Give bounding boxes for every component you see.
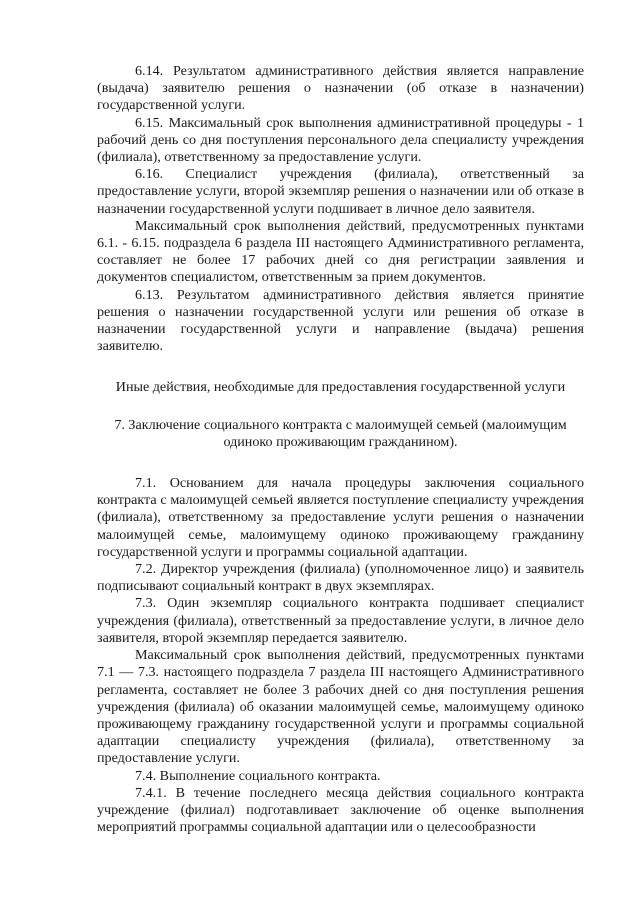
section-heading-7 xyxy=(97,417,584,451)
section-heading-7-line1: 7. Заключение социального контракта с малоимущей семьей (малоимущим xyxy=(114,416,567,433)
section-heading-other-actions: Иные действия, необходимые для предоставления государственной услуги xyxy=(115,379,566,396)
paragraph-7-3: 7.3. Один экземпляр социального контракта подшивает специалист учреждения (филиала), ответственный за предоставление услуги, в личное дело заявителя, второй экземпляр передается заявителю. xyxy=(97,595,584,646)
paragraph-7-1: 7.1. Основанием для начала процедуры заключения социального контракта с малоимущей семьей является поступление специалисту учреждения (филиала), ответственному за предоставление услуги решения о назначении малоимущей семье, малоимущему одиноко проживающему гражданину государственной услуги и программы социальной адаптации. xyxy=(97,475,584,560)
paragraph-max-term-7: Максимальный срок выполнения действий, предусмотренных пунктами 7.1 — 7.3. настоящего подраздела 7 раздела III настоящего Административного регламента, составляет не более 3 рабочих дней со дня поступления решения учреждения (филиала) об оказании малоимущей семье, малоимущему одиноко проживающему гражданину государственной услуги и программы социальной адаптации специалисту учреждения (филиала), ответственному за предоставление услуги. xyxy=(97,647,584,767)
paragraph-max-term-6: Максимальный срок выполнения действий, предусмотренных пунктами 6.1. - 6.15. подраздела 6 раздела III настоящего Административного регламента, составляет не более 17 рабочих дней со дня регистрации заявления и документов специалистом, ответственным за прием документов. xyxy=(97,217,584,286)
section-heading-7-line2: одиноко проживающим гражданином). xyxy=(223,433,458,450)
paragraph-6-13: 6.13. Результатом административного действия является принятие решения о назначении государственной услуги или решения об отказе в назначении государственной услуги и направление (выдача) решения заявителю. xyxy=(97,286,584,355)
paragraph-6-15: 6.15. Максимальный срок выполнения административной процедуры - 1 рабочий день со дня поступления персонального дела специалисту учреждения (филиала), ответственному за предоставление услуги. xyxy=(97,114,584,166)
paragraph-6-16: 6.16. Специалист учреждения (филиала), ответственный за предоставление услуги, второй экземпляр решения о назначении или об отказе в назначении государственной услуги подшивает в личное дело заявителя. xyxy=(97,166,584,217)
paragraph-7-2: 7.2. Директор учреждения (филиала) (уполномоченное лицо) и заявитель подписывают социальный контракт в двух экземплярах. xyxy=(97,561,584,595)
paragraph-7-4: 7.4. Выполнение социального контракта. xyxy=(135,767,381,784)
paragraph-7-4-1: 7.4.1. В течение последнего месяца действия социального контракта учреждение (филиал) подготавливает заключение об оценке выполнения мероприятий программы социальной адаптации или о целесообразности xyxy=(97,784,584,836)
paragraph-6-14: 6.14. Результатом административного действия является направление (выдача) заявителю решения о назначении (об отказе в назначении) государственной услуги. xyxy=(97,63,584,114)
